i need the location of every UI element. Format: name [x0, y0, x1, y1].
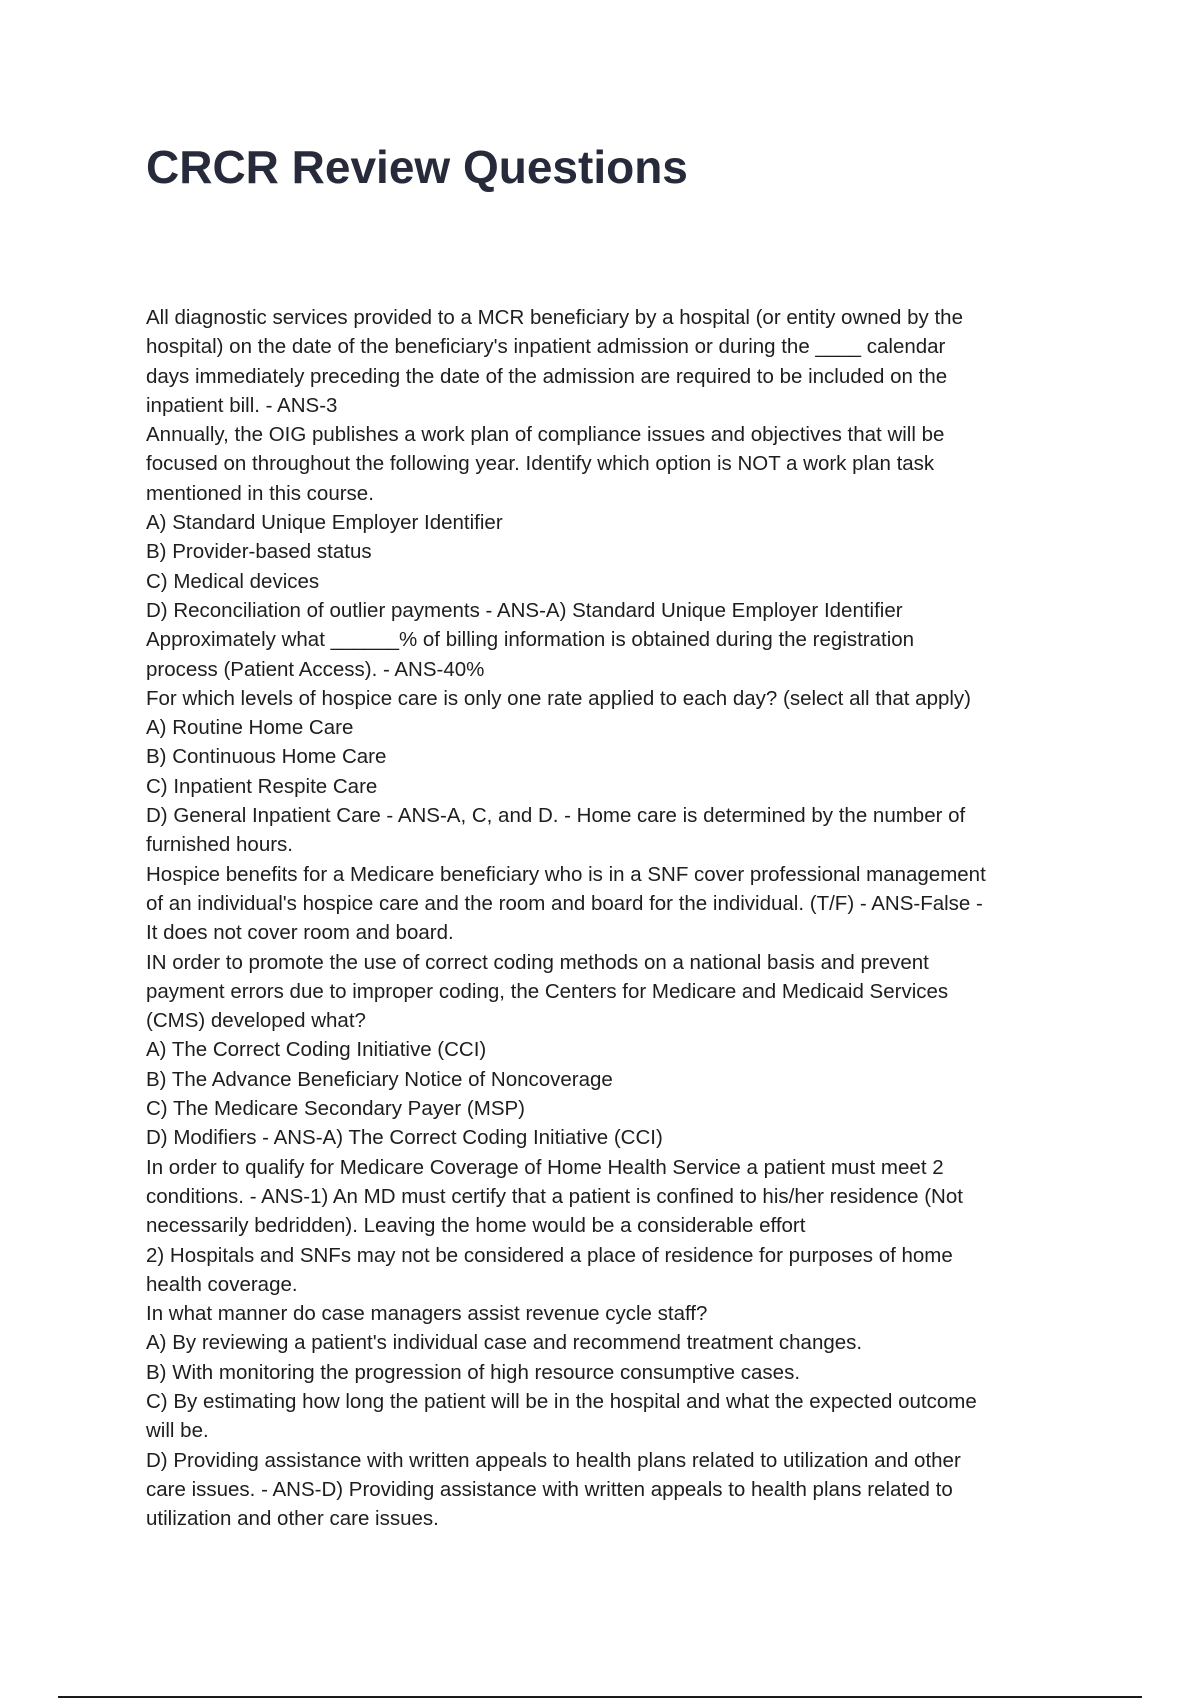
- text-line: D) Reconciliation of outlier payments - ANS-A) Standard Unique Employer Identifier: [146, 598, 903, 622]
- text-line: Annually, the OIG publishes a work plan of compliance issues and objectives that will be: [146, 423, 945, 447]
- text-line: process (Patient Access). - ANS-40%: [146, 657, 485, 681]
- text-line: A) The Correct Coding Initiative (CCI): [146, 1038, 487, 1062]
- text-line: B) Provider-based status: [146, 540, 372, 564]
- text-line: utilization and other care issues.: [146, 1507, 439, 1531]
- text-line: furnished hours.: [146, 833, 294, 857]
- text-line: care issues. - ANS-D) Providing assistance with written appeals to health plans related to: [146, 1477, 953, 1501]
- text-line: C) Inpatient Respite Care: [146, 774, 378, 798]
- text-line: Hospice benefits for a Medicare beneficiary who is in a SNF cover professional management: [146, 862, 986, 886]
- text-line: A) Standard Unique Employer Identifier: [146, 511, 503, 535]
- footer-divider: [58, 1696, 1142, 1698]
- text-line: A) By reviewing a patient's individual case and recommend treatment changes.: [146, 1331, 863, 1355]
- text-line: payment errors due to improper coding, the Centers for Medicare and Medicaid Services: [146, 979, 949, 1003]
- text-line: will be.: [146, 1419, 209, 1443]
- text-line: C) Medical devices: [146, 569, 320, 593]
- text-line: It does not cover room and board.: [146, 921, 454, 945]
- text-line: For which levels of hospice care is only one rate applied to each day? (select all that apply): [146, 686, 972, 710]
- text-line: hospital) on the date of the beneficiary's inpatient admission or during the ____ calendar: [146, 335, 946, 359]
- text-line: Approximately what ______% of billing information is obtained during the registration: [146, 628, 915, 652]
- text-line: D) General Inpatient Care - ANS-A, C, and D. - Home care is determined by the number of: [146, 804, 966, 828]
- text-line: In order to qualify for Medicare Coverage of Home Health Service a patient must meet 2: [146, 1155, 944, 1179]
- text-line: All diagnostic services provided to a MCR beneficiary by a hospital (or entity owned by the: [146, 306, 963, 329]
- text-line: days immediately preceding the date of the admission are required to be included on the: [146, 364, 948, 388]
- text-line: B) Continuous Home Care: [146, 745, 387, 769]
- document-body: [146, 303, 1066, 1533]
- text-line: In what manner do case managers assist revenue cycle staff?: [146, 1302, 708, 1326]
- text-line: conditions. - ANS-1) An MD must certify that a patient is confined to his/her residence (Not: [146, 1184, 963, 1208]
- text-line: mentioned in this course.: [146, 481, 374, 505]
- text-line: of an individual's hospice care and the room and board for the individual. (T/F) - ANS-False -: [146, 891, 983, 915]
- text-line: C) The Medicare Secondary Payer (MSP): [146, 1097, 526, 1121]
- text-line: C) By estimating how long the patient will be in the hospital and what the expected outcome: [146, 1389, 977, 1413]
- text-line: health coverage.: [146, 1272, 298, 1296]
- text-line: D) Providing assistance with written appeals to health plans related to utilization and other: [146, 1448, 961, 1472]
- text-line: B) The Advance Beneficiary Notice of Noncoverage: [146, 1067, 613, 1091]
- text-line: 2) Hospitals and SNFs may not be considered a place of residence for purposes of home: [146, 1243, 953, 1267]
- page-title: CRCR Review Questions: [146, 141, 688, 193]
- text-line: B) With monitoring the progression of high resource consumptive cases.: [146, 1360, 801, 1384]
- text-line: D) Modifiers - ANS-A) The Correct Coding Initiative (CCI): [146, 1126, 663, 1150]
- text-line: (CMS) developed what?: [146, 1009, 366, 1033]
- text-line: A) Routine Home Care: [146, 716, 354, 740]
- text-line: IN order to promote the use of correct coding methods on a national basis and prevent: [146, 950, 929, 974]
- text-line: focused on throughout the following year. Identify which option is NOT a work plan task: [146, 452, 935, 476]
- text-line: inpatient bill. - ANS-3: [146, 393, 338, 417]
- text-line: necessarily bedridden). Leaving the home would be a considerable effort: [146, 1214, 806, 1238]
